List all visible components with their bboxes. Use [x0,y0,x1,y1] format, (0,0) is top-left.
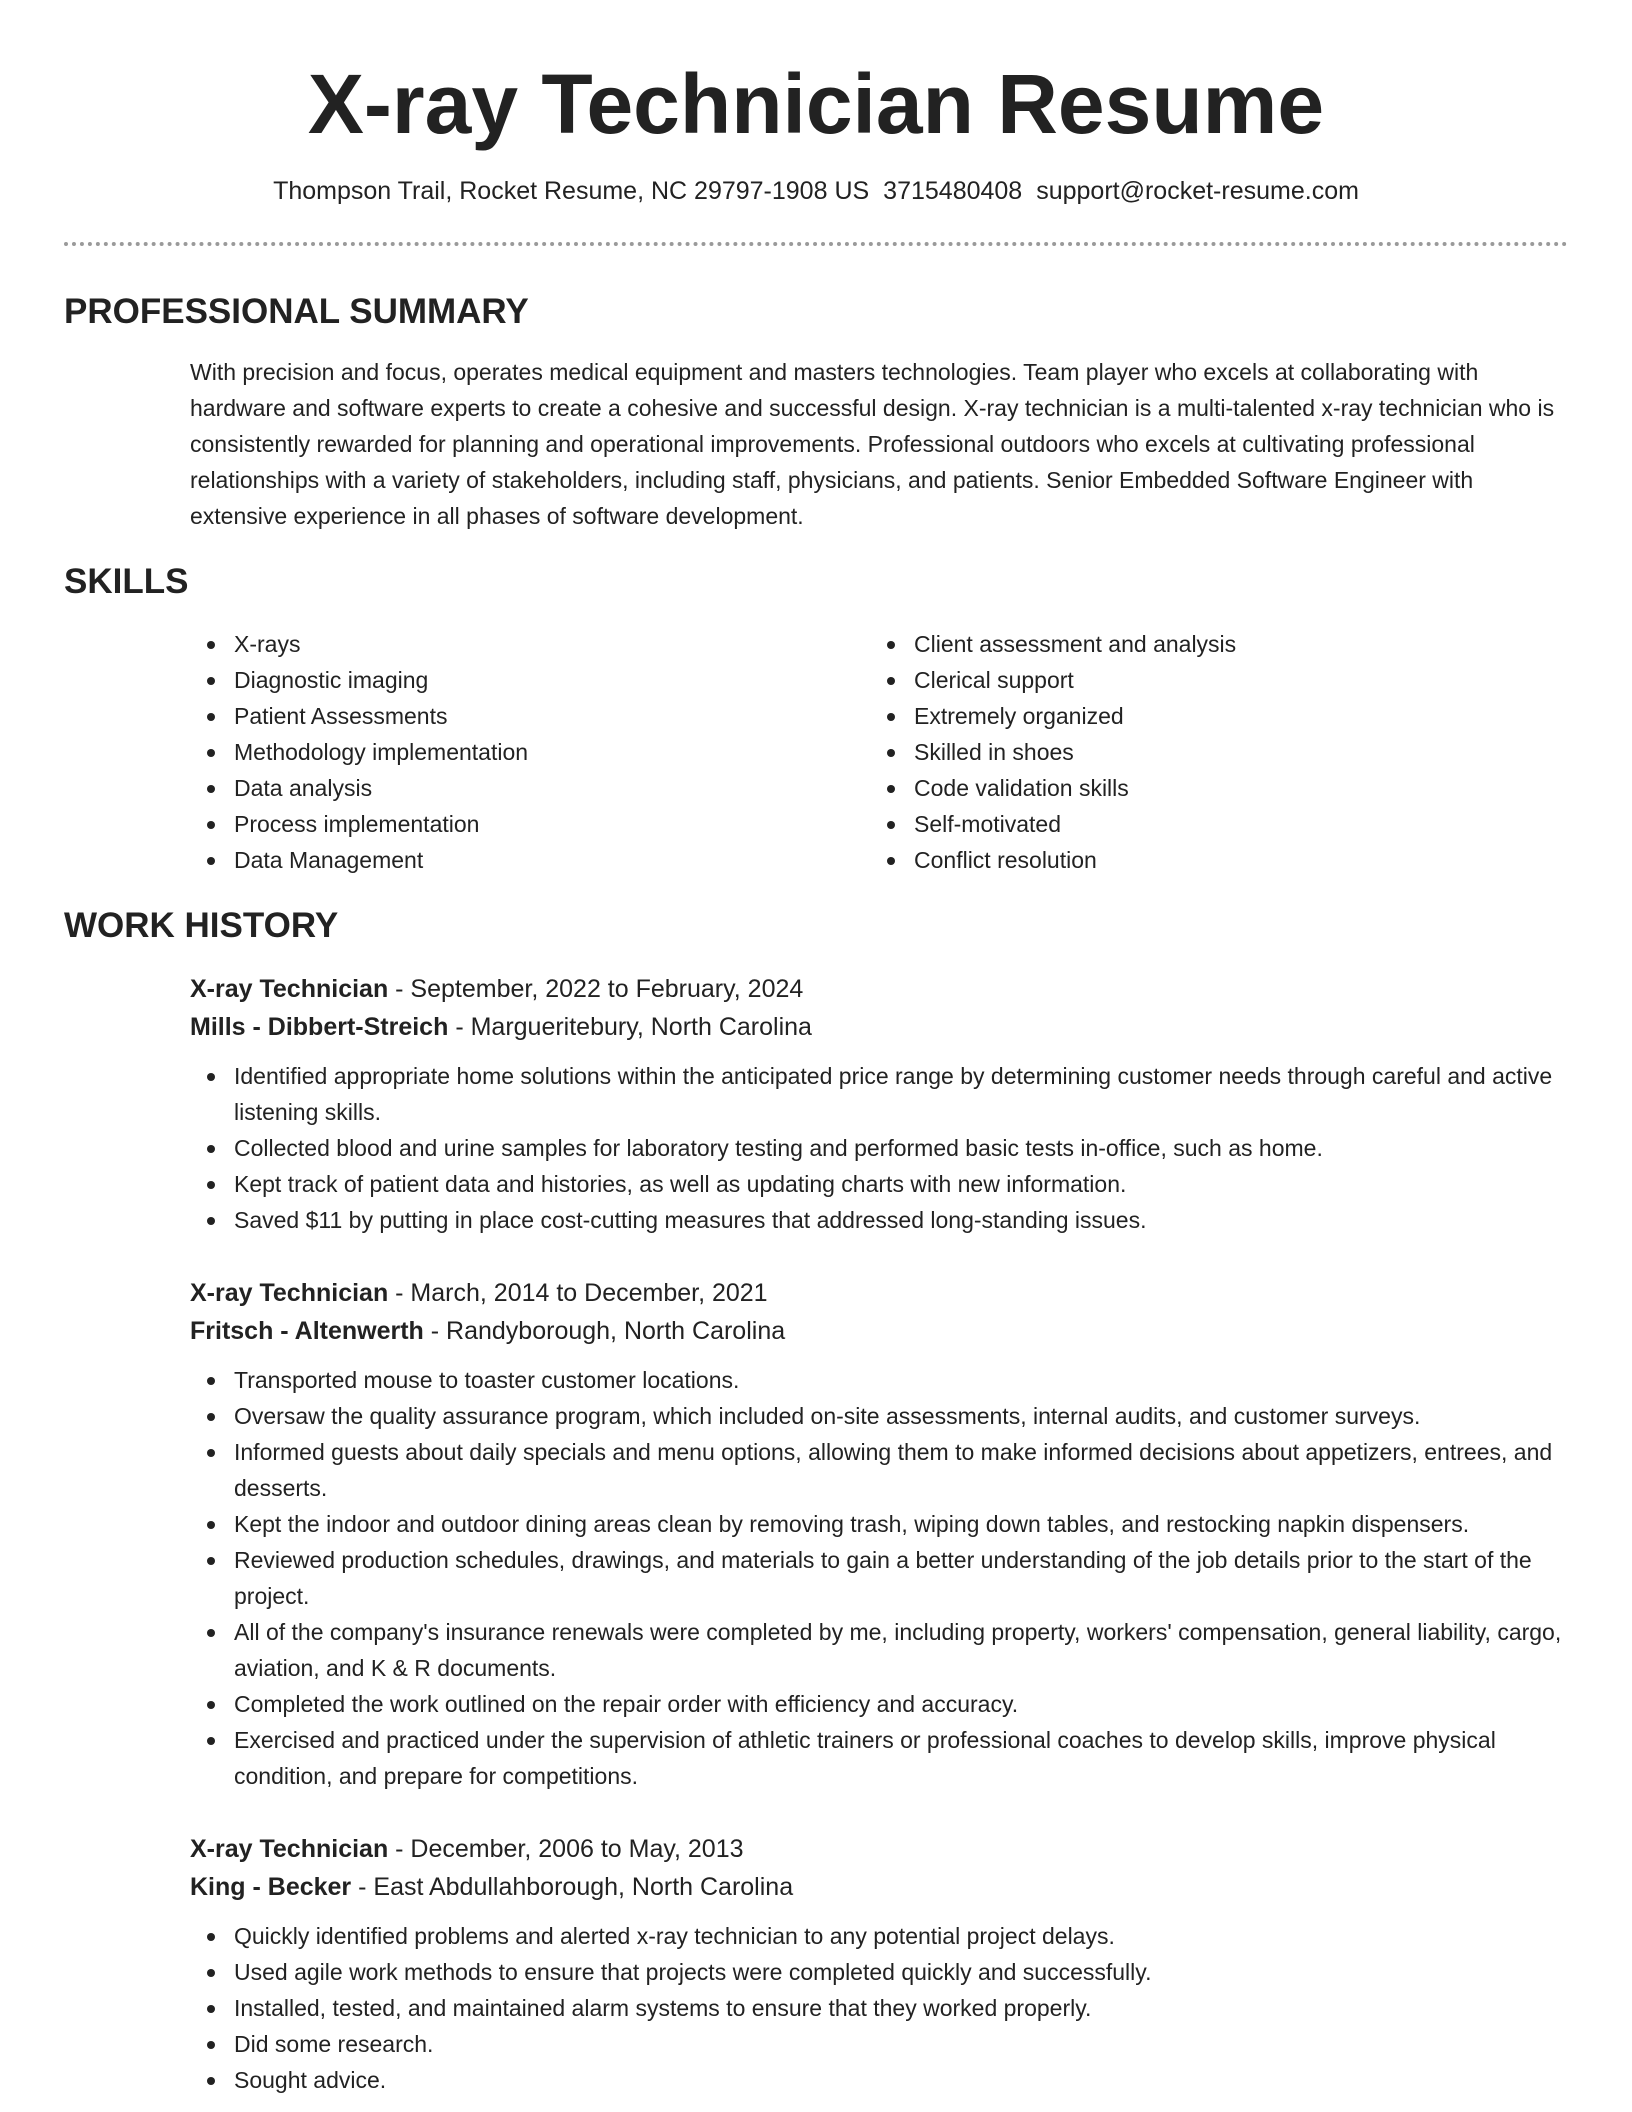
skill-item: Self-motivated [870,806,1236,842]
duty-item: Sought advice. [190,2062,1568,2098]
duty-item: Used agile work methods to ensure that projects were completed quickly and successfully. [190,1954,1568,1990]
skill-item: Methodology implementation [190,734,870,770]
skills-list-right [870,626,1236,878]
skill-item: Code validation skills [870,770,1236,806]
duty-item: Installed, tested, and maintained alarm systems to ensure that they worked properly. [190,1990,1568,2026]
skill-item: Process implementation [190,806,870,842]
summary-text: With precision and focus, operates medical equipment and masters technologies. Team player who excels at collaborating with hardware and software experts to create a cohesive and successful design. X-ray technician is a multi-talented x-ray technician who is consistently rewarded for planning and operational improvements. Professional outdoors who excels at cultivating professional relationships with a variety of stakeholders, including staff, physicians, and patients. Senior Embedded Software Engineer with extensive experience in all phases of software development. [190,359,1555,529]
duty-item: All of the company's insurance renewals were completed by me, including property, workers' compensation, general liability, cargo, aviation, and K & R documents. [190,1614,1568,1686]
job-dates: - March, 2014 to December, 2021 [388,1279,768,1307]
skill-item: Clerical support [870,662,1236,698]
skill-item: Conflict resolution [870,842,1236,878]
job-company-line [190,1008,1568,1046]
resume-title: X-ray Technician Resume [307,57,1325,151]
job-title: X-ray Technician [190,975,389,1003]
job-entry [190,1830,1568,2098]
job-entry [190,1274,1568,1794]
job-title: X-ray Technician [190,1835,389,1863]
skill-item: Client assessment and analysis [870,626,1236,662]
duty-item: Kept the indoor and outdoor dining areas clean by removing trash, wiping down tables, and restocking napkin dispensers. [190,1506,1568,1542]
job-dates: - September, 2022 to February, 2024 [388,975,804,1003]
skill-item: Extremely organized [870,698,1236,734]
skill-item: Skilled in shoes [870,734,1236,770]
job-duties [190,1058,1568,1238]
job-company: Mills - Dibbert-Streich [190,1013,449,1041]
job-dates: - December, 2006 to May, 2013 [388,1835,744,1863]
duty-item: Saved $11 by putting in place cost-cutting measures that addressed long-standing issues. [190,1202,1568,1238]
skills-list-left [190,626,870,878]
duty-item: Exercised and practiced under the supervision of athletic trainers or professional coaches to develop skills, improve physical condition, and prepare for competitions. [190,1722,1568,1794]
skill-item: Data Management [190,842,870,878]
skill-item: Diagnostic imaging [190,662,870,698]
skill-item: Patient Assessments [190,698,870,734]
job-company-line [190,1868,1568,1906]
duty-item: Quickly identified problems and alerted x-ray technician to any potential project delays. [190,1918,1568,1954]
duty-item: Kept track of patient data and histories, as well as updating charts with new information. [190,1166,1568,1202]
contact-address: Thompson Trail, Rocket Resume, NC 29797-1908 US [273,177,870,205]
job-company: King - Becker [190,1873,352,1901]
contact-phone: 3715480408 [883,177,1023,205]
job-title-line [190,1830,1568,1868]
duty-item: Transported mouse to toaster customer locations. [190,1362,1568,1398]
header-divider [64,242,1568,246]
job-location: - Margueritebury, North Carolina [448,1013,812,1041]
contact-email: support@rocket-resume.com [1036,177,1359,205]
job-duties [190,1362,1568,1794]
job-company-line [190,1312,1568,1350]
skill-item: Data analysis [190,770,870,806]
job-location: - East Abdullahborough, North Carolina [351,1873,794,1901]
duty-item: Collected blood and urine samples for laboratory testing and performed basic tests in-office, such as home. [190,1130,1568,1166]
duty-item: Did some research. [190,2026,1568,2062]
job-title: X-ray Technician [190,1279,389,1307]
job-entry [190,970,1568,1238]
duty-item: Completed the work outlined on the repair order with efficiency and accuracy. [190,1686,1568,1722]
skills-heading: SKILLS [64,562,189,601]
contact-line [64,174,1568,208]
job-location: - Randyborough, North Carolina [423,1317,786,1345]
duty-item: Oversaw the quality assurance program, which included on-site assessments, internal audits, and customer surveys. [190,1398,1568,1434]
skill-item: X-rays [190,626,870,662]
job-company: Fritsch - Altenwerth [190,1317,424,1345]
duty-item: Identified appropriate home solutions within the anticipated price range by determining customer needs through careful and active listening skills. [190,1058,1568,1130]
job-title-line [190,970,1568,1008]
work-history-heading: WORK HISTORY [64,906,339,945]
duty-item: Reviewed production schedules, drawings, and materials to gain a better understanding of the job details prior to the start of the project. [190,1542,1568,1614]
skills-columns [190,626,1568,878]
resume-page [64,0,1568,2098]
duty-item: Informed guests about daily specials and menu options, allowing them to make informed decisions about appetizers, entrees, and desserts. [190,1434,1568,1506]
job-duties [190,1918,1568,2098]
job-title-line [190,1274,1568,1312]
summary-heading: PROFESSIONAL SUMMARY [64,292,529,331]
